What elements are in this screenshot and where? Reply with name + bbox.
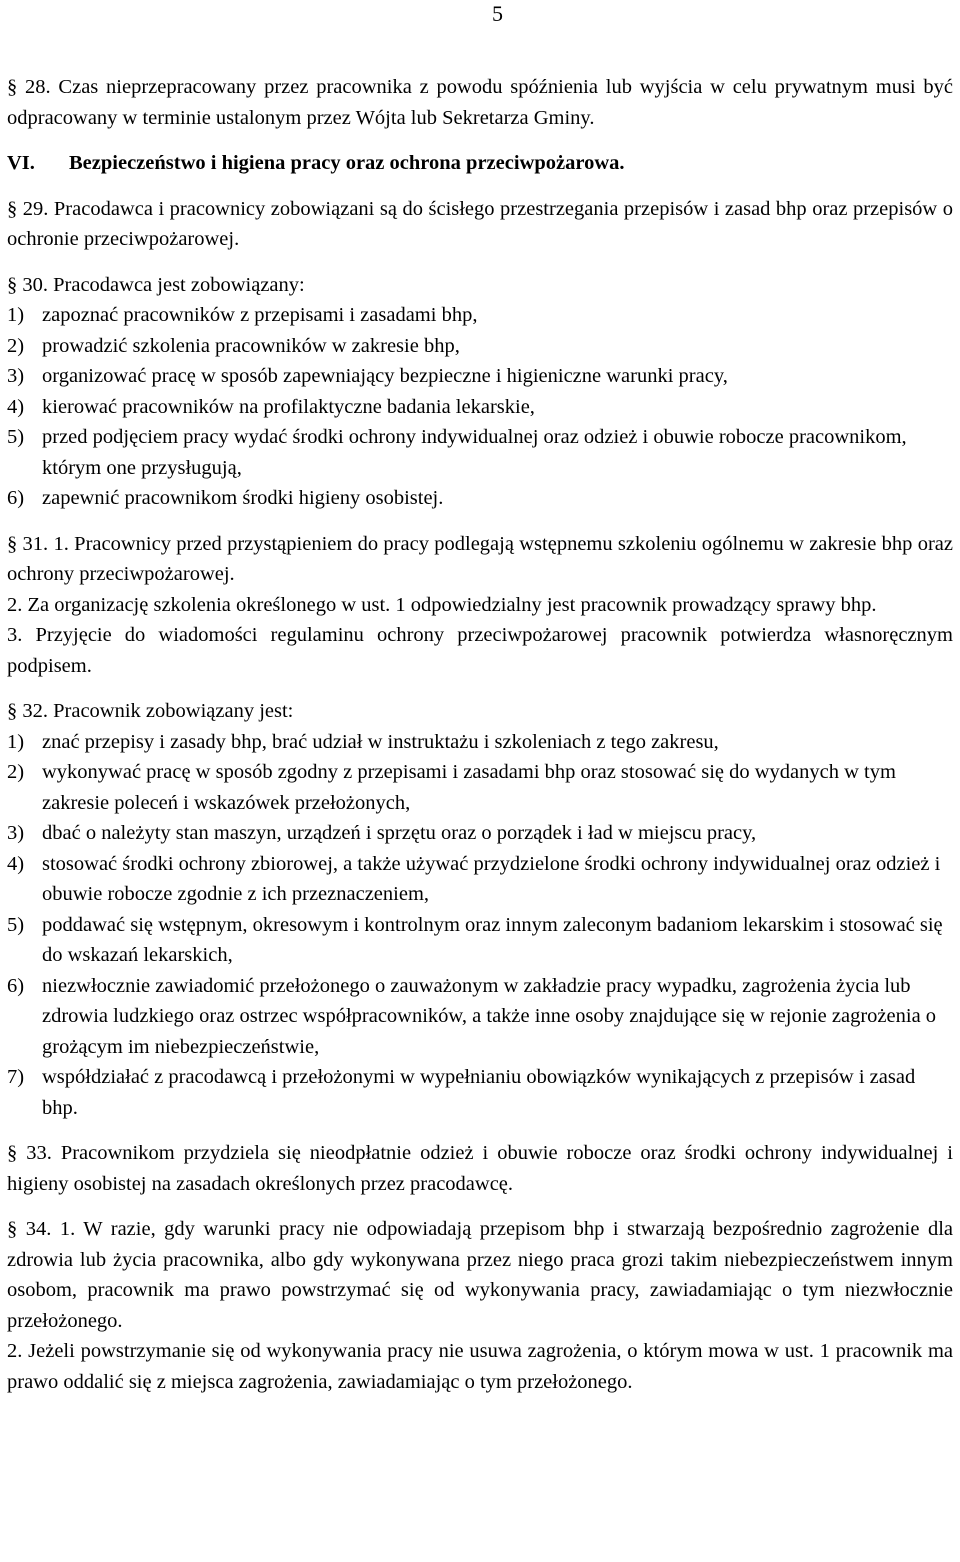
spacer xyxy=(7,514,953,529)
page-number: 5 xyxy=(492,1,503,26)
list-item-text: organizować pracę w sposób zapewniający bezpieczne i higieniczne warunki pracy, xyxy=(42,365,728,387)
document-body xyxy=(7,72,953,1397)
paragraph-28: § 28. Czas nieprzepracowany przez pracownika z powodu spóźnienia lub wyjścia w celu prywatnym musi być odpracowany w terminie ustalonym przez Wójta lub Sekretarza Gminy. xyxy=(7,76,953,129)
list-item-text: wykonywać pracę w sposób zgodny z przepisami i zasadami bhp oraz stosować się do wydanych w tym zakresie poleceń i wskazówek przełożonych, xyxy=(42,761,896,814)
list-item-number: 6) xyxy=(7,974,25,997)
paragraph-29: § 29. Pracodawca i pracownicy zobowiązani są do ścisłego przestrzegania przepisów i zasad bhp oraz przepisów o ochronie przeciwpożarowej. xyxy=(7,197,953,250)
list-item-number: 4) xyxy=(7,395,25,418)
spacer xyxy=(7,1199,953,1214)
list-item-number: 4) xyxy=(7,852,25,875)
list-item-number: 2) xyxy=(7,761,25,783)
list-item xyxy=(7,483,953,514)
list-item xyxy=(7,727,953,758)
list-item-number: 6) xyxy=(7,487,25,509)
list-item-number: 1) xyxy=(7,304,25,326)
paragraph-31-section-2: 2. Za organizację szkolenia określonego w ust. 1 odpowiedzialny jest pracownik prowadzący sprawy bhp. xyxy=(7,593,877,616)
list-item-number: 1) xyxy=(7,730,25,753)
list-item-text: zapewnić pracownikom środki higieny osobistej. xyxy=(42,487,444,509)
paragraph-31-section-1: § 31. 1. Pracownicy przed przystąpieniem do pracy podlegają wstępnemu szkoleniu ogólnemu w zakresie bhp oraz ochrony przeciwpożarowej. xyxy=(7,532,953,585)
list-item xyxy=(7,757,953,818)
list-item-text: przed podjęciem pracy wydać środki ochrony indywidualnej oraz odzież i obuwie robocze pracownikom, którym one przysługują, xyxy=(42,426,907,479)
list-item xyxy=(7,818,953,849)
paragraph-32-list xyxy=(7,727,953,1124)
list-item-text: niezwłocznie zawiadomić przełożonego o zauważonym w zakładzie pracy wypadku, zagrożenia życia lub zdrowia ludzkiego oraz ostrzec współpracowników, a także inne osoby znajdujące się w rejonie zagrożenia o grożącym im niebezpieczeństwie, xyxy=(42,974,937,1058)
section-number: VI. xyxy=(7,152,35,174)
spacer xyxy=(7,133,953,148)
list-item xyxy=(7,300,953,331)
list-item-text: zapoznać pracowników z przepisami i zasadami bhp, xyxy=(42,304,478,326)
spacer xyxy=(7,179,953,194)
list-item-number: 3) xyxy=(7,822,25,844)
spacer xyxy=(7,681,953,696)
list-item-text: stosować środki ochrony zbiorowej, a także używać przydzielone środki ochrony indywidualnej oraz odzież i obuwie robocze zgodnie z ich przeznaczeniem, xyxy=(42,852,941,905)
list-item-number: 3) xyxy=(7,365,25,387)
spacer xyxy=(7,1123,953,1138)
list-item-text: prowadzić szkolenia pracowników w zakresie bhp, xyxy=(42,334,460,357)
list-item-text: poddawać się wstępnym, okresowym i kontrolnym oraz innym zaleconym badaniom lekarskim i stosować się do wskazań lekarskich, xyxy=(42,913,943,966)
list-item-text: znać przepisy i zasady bhp, brać udział w instruktażu i szkoleniach z tego zakresu, xyxy=(42,730,719,753)
list-item-number: 5) xyxy=(7,913,25,936)
list-item xyxy=(7,1062,953,1123)
paragraph-34-section-2: 2. Jeżeli powstrzymanie się od wykonywania pracy nie usuwa zagrożenia, o którym mowa w ust. 1 pracownik ma prawo oddalić się z miejsca zagrożenia, zawiadamiając o tym przełożonego. xyxy=(7,1340,953,1393)
paragraph-33: § 33. Pracownikom przydziela się nieodpłatnie odzież i obuwie robocze oraz środki ochrony indywidualnej i higieny osobistej na zasadach określonych przez pracodawcę. xyxy=(7,1142,953,1195)
list-item xyxy=(7,392,953,423)
list-item-number: 7) xyxy=(7,1066,25,1088)
list-item xyxy=(7,910,953,971)
list-item-number: 2) xyxy=(7,334,25,357)
paragraph-31-section-3: 3. Przyjęcie do wiadomości regulaminu ochrony przeciwpożarowej pracownik potwierdza własnoręcznym podpisem. xyxy=(7,624,953,677)
list-item xyxy=(7,971,953,1063)
paragraph-30-intro: § 30. Pracodawca jest zobowiązany: xyxy=(7,273,305,296)
list-item xyxy=(7,331,953,362)
paragraph-30-list xyxy=(7,300,953,514)
list-item-text: współdziałać z pracodawcą i przełożonymi w wypełnianiu obowiązków wynikających z przepisów i zasad bhp. xyxy=(42,1066,916,1119)
section-heading-vi xyxy=(7,148,953,179)
list-item-text: dbać o należyty stan maszyn, urządzeń i sprzętu oraz o porządek i ład w miejscu pracy, xyxy=(42,822,757,844)
list-item xyxy=(7,422,953,483)
list-item xyxy=(7,361,953,392)
paragraph-34-section-1: § 34. 1. W razie, gdy warunki pracy nie odpowiadają przepisom bhp i stwarzają bezpośrednio zagrożenie dla zdrowia lub życia pracownika, albo gdy wykonywana przez niego praca grozi takim niebezpieczeństwem innym osobom, pracownik ma prawo powstrzymać się od wykonywania pracy, zawiadamiając o tym niezwłocznie przełożonego. xyxy=(7,1218,953,1332)
paragraph-32-intro: § 32. Pracownik zobowiązany jest: xyxy=(7,700,294,722)
spacer xyxy=(7,255,953,270)
list-item xyxy=(7,849,953,910)
list-item-number: 5) xyxy=(7,426,25,448)
section-title: Bezpieczeństwo i higiena pracy oraz ochrona przeciwpożarowa. xyxy=(69,152,625,174)
list-item-text: kierować pracowników na profilaktyczne badania lekarskie, xyxy=(42,395,535,418)
